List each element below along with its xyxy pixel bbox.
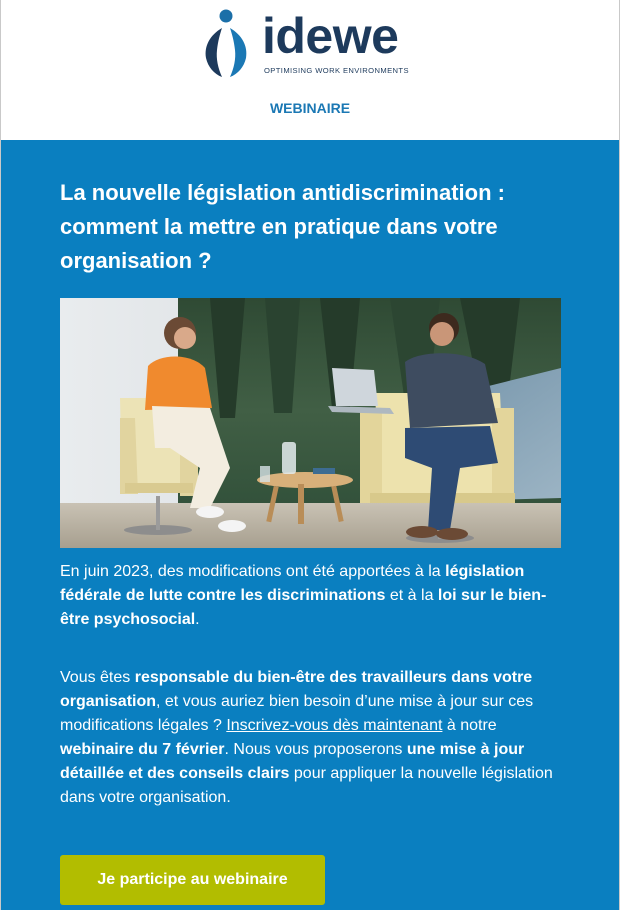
left-frame-edge bbox=[0, 0, 1, 910]
details-text: . Nous vous proposerons bbox=[224, 741, 407, 758]
webinar-kicker: WEBINAIRE bbox=[269, 100, 351, 116]
details-text-strong: une mise à jour détaillée et des conseils clairs bbox=[60, 741, 525, 782]
details-text: , et vous auriez bien besoin d’une mise à jour sur ces modifications légales ? bbox=[60, 693, 534, 734]
brand-wordmark: idewe bbox=[262, 8, 399, 64]
email-header bbox=[0, 0, 620, 140]
idewe-logo-icon bbox=[200, 8, 252, 78]
hero-image bbox=[60, 298, 561, 548]
intro-text: . bbox=[195, 611, 200, 628]
details-text-strong: responsable du bien-être des travailleurs dans votre organisation bbox=[60, 669, 533, 710]
intro-paragraph bbox=[60, 560, 560, 632]
hero-photo-icon bbox=[60, 298, 561, 548]
details-text-strong: webinaire du 7 février bbox=[60, 741, 225, 758]
details-paragraph bbox=[60, 666, 560, 810]
intro-text: En juin 2023, des modifications ont été apportées à la bbox=[60, 563, 446, 580]
brand-tagline: OPTIMISING WORK ENVIRONMENTS bbox=[264, 66, 409, 75]
details-text: Vous êtes bbox=[60, 669, 135, 686]
intro-text-strong: législation fédérale de lutte contre les discriminations bbox=[60, 563, 525, 604]
brand-logo[interactable] bbox=[200, 8, 430, 78]
details-text: à notre bbox=[442, 717, 497, 734]
details-text: pour appliquer la nouvelle législation dans votre organisation. bbox=[60, 765, 553, 806]
intro-text: et à la bbox=[385, 587, 438, 604]
register-link[interactable]: Inscrivez-vous dès maintenant bbox=[226, 717, 443, 734]
page-title: La nouvelle législation antidiscrimination : comment la mettre en pratique dans votre organisation ? bbox=[60, 180, 505, 273]
participate-button[interactable]: Je participe au webinaire bbox=[60, 855, 325, 905]
intro-text-strong: loi sur le bien-être psychosocial bbox=[60, 587, 547, 628]
